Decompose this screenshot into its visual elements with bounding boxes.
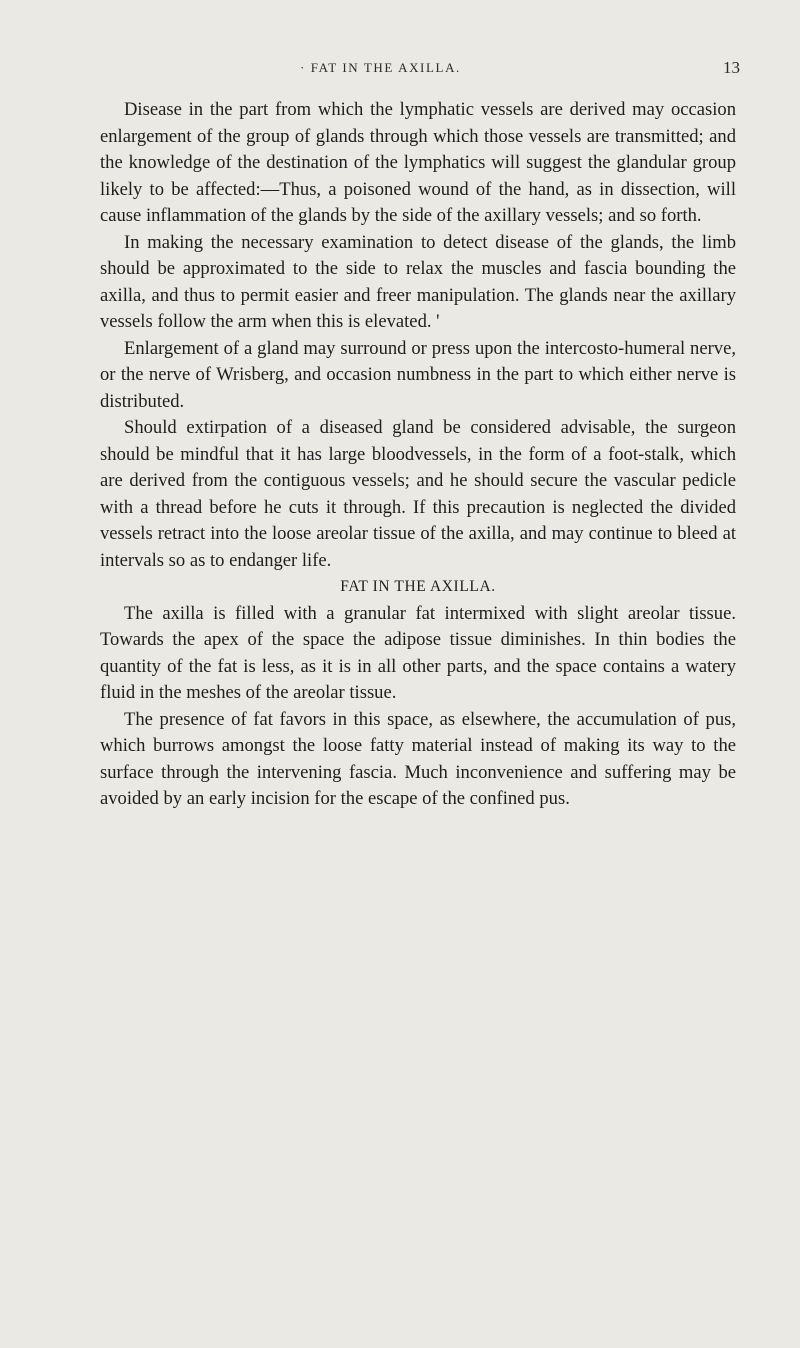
paragraph-3: Enlargement of a gland may surround or press upon the intercosto-humeral nerve, or the nerve of Wrisberg, and occasion numbness in the part to which either nerve is distributed.	[100, 337, 736, 412]
section-heading: FAT IN THE AXILLA.	[340, 578, 496, 595]
paragraph-1: Disease in the part from which the lymphatic vessels are derived may occasion enlargement of the group of glands through which those vessels are transmitted; and the knowledge of the destination of the lymphatics will suggest the glandular group likely to be affected:—Thus, a poisoned wound of the hand, as in dissection, will cause inflammation of the glands by the side of the axillary vessels; and so forth.	[100, 99, 736, 226]
paragraph-6: The presence of fat favors in this space, as elsewhere, the accumulation of pus, which burrows amongst the loose fatty material instead of making its way to the surface through the intervening fascia. Much inconvenience and suffering may be avoided by an early incision for the escape of the confined pus.	[100, 708, 736, 809]
paragraph-2: In making the necessary examination to detect disease of the glands, the limb should be approximated to the side to relax the muscles and fascia bounding the axilla, and thus to permit easier and freer manipulation. The glands near the axillary vessels follow the arm when this is elevated. '	[100, 231, 736, 332]
paragraph-4: Should extirpation of a diseased gland be considered advisable, the surgeon should be mindful that it has large bloodvessels, in the form of a foot-stalk, which are derived from the contiguous vessels; and he should secure the vascular pedicle with a thread before he cuts it through. If this precaution is neglected the divided vessels retract into the loose areolar tissue of the axilla, and may continue to bleed at intervals so as to endanger life.	[100, 417, 736, 571]
paragraph-5: The axilla is filled with a granular fat intermixed with slight areolar tissue. Towards the apex of the space the adipose tissue diminishes. In thin bodies the quantity of the fat is less, as it is in all other parts, and the space contains a watery fluid in the meshes of the areolar tissue.	[100, 602, 736, 703]
running-head: · FAT IN THE AXILLA.	[300, 60, 461, 75]
page-number: 13	[723, 58, 740, 77]
body-text	[100, 97, 736, 813]
